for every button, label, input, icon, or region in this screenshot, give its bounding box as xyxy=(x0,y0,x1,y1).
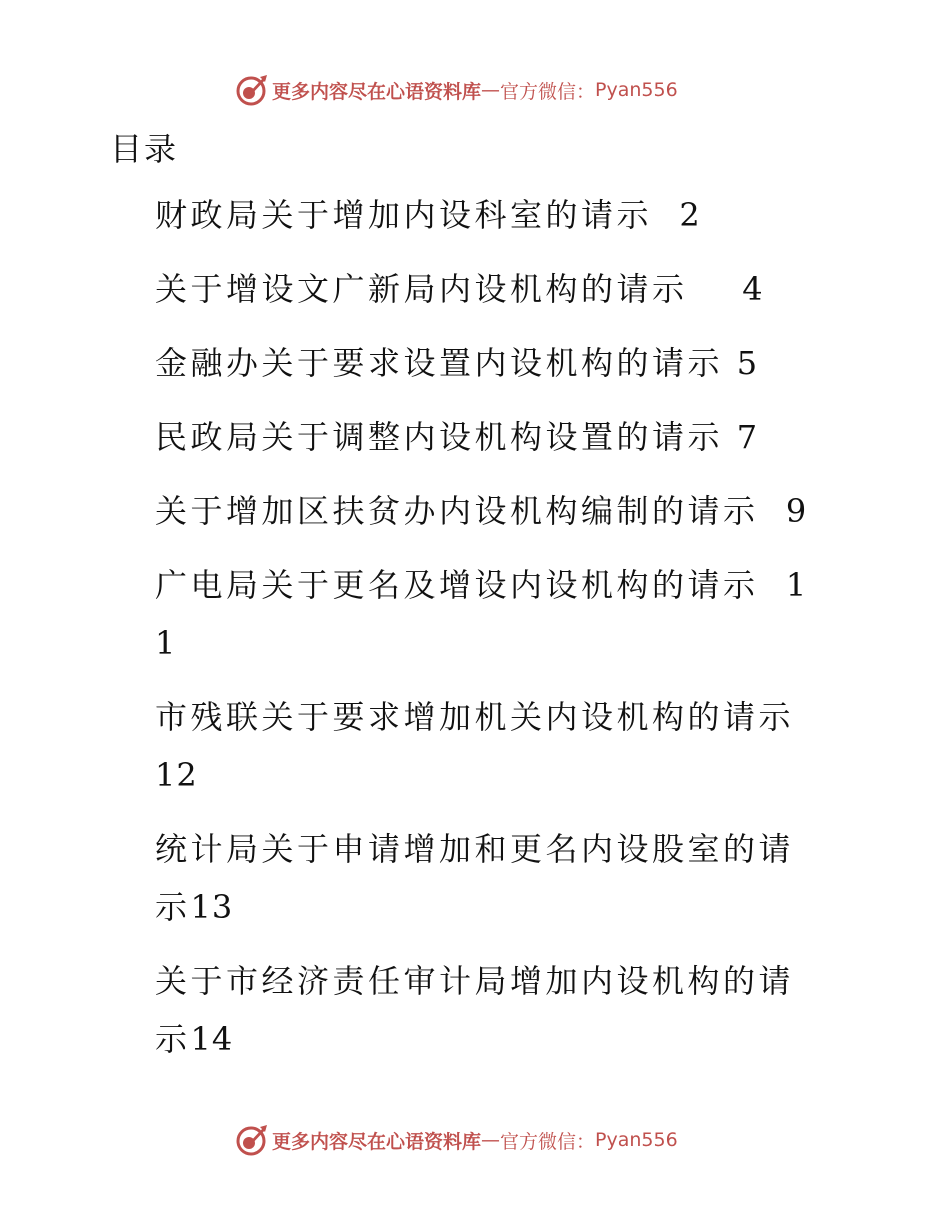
toc-entry-page: 12 xyxy=(155,756,198,794)
toc-entry[interactable] xyxy=(155,482,815,540)
toc-entry-text: 市残联关于要求增加机关内设机构的请示 xyxy=(155,698,795,736)
watermark-main-text: 更多内容尽在心语资料库 xyxy=(272,80,482,103)
toc-entry-page: 13 xyxy=(190,888,234,926)
quill-pen-logo-icon xyxy=(234,73,268,107)
watermark-header xyxy=(234,72,734,108)
watermark-wechat-id: Pyan556 xyxy=(595,79,678,101)
toc-entry-page: 4 xyxy=(742,270,764,308)
watermark-main-text: 更多内容尽在心语资料库 xyxy=(272,1130,482,1153)
toc-entry-gap xyxy=(759,566,786,604)
toc-entry[interactable] xyxy=(155,820,815,936)
toc-entry-gap xyxy=(759,492,786,530)
toc-entry-gap xyxy=(652,196,679,234)
toc-entry[interactable] xyxy=(155,334,815,392)
toc-entry-text: 广电局关于更名及增设内设机构的请示 xyxy=(155,566,759,604)
toc-entry-page: 11 xyxy=(155,566,808,662)
toc-entry-page: 9 xyxy=(785,492,808,530)
toc-entry-page: 7 xyxy=(736,418,759,456)
toc-entry-gap xyxy=(723,418,737,456)
toc-entry-page: 5 xyxy=(736,344,759,382)
toc-entry[interactable] xyxy=(155,952,815,1068)
toc-entry[interactable] xyxy=(155,260,815,318)
watermark-sub-text: 官方微信： xyxy=(500,80,596,103)
toc-entry-text: 统计局关于申请增加和更名内设股室的请示 xyxy=(155,830,795,926)
toc-list xyxy=(155,186,815,1084)
toc-entry[interactable] xyxy=(155,186,815,244)
watermark-footer xyxy=(234,1122,734,1158)
quill-pen-logo-icon xyxy=(234,1123,268,1157)
toc-entry-text: 关于增设文广新局内设机构的请示 xyxy=(155,270,688,308)
toc-entry-text: 财政局关于增加内设科室的请示 xyxy=(155,196,653,234)
toc-entry-page: 14 xyxy=(190,1020,234,1058)
toc-entry-text: 金融办关于要求设置内设机构的请示 xyxy=(155,344,724,382)
toc-entry-gap xyxy=(688,270,743,308)
toc-entry-text: 民政局关于调整内设机构设置的请示 xyxy=(155,418,724,456)
page-title: 目录 xyxy=(110,130,179,168)
watermark-wechat-id: Pyan556 xyxy=(595,1129,678,1151)
toc-entry[interactable] xyxy=(155,688,815,804)
watermark-dash: — xyxy=(481,79,501,101)
toc-entry[interactable] xyxy=(155,556,815,672)
toc-entry-text: 关于增加区扶贫办内设机构编制的请示 xyxy=(155,492,759,530)
watermark-sub-text: 官方微信： xyxy=(500,1130,596,1153)
toc-entry-text: 关于市经济责任审计局增加内设机构的请示 xyxy=(155,962,795,1058)
toc-entry-page: 2 xyxy=(679,196,701,234)
watermark-dash: — xyxy=(481,1129,501,1151)
toc-entry-gap xyxy=(723,344,737,382)
toc-entry[interactable] xyxy=(155,408,815,466)
